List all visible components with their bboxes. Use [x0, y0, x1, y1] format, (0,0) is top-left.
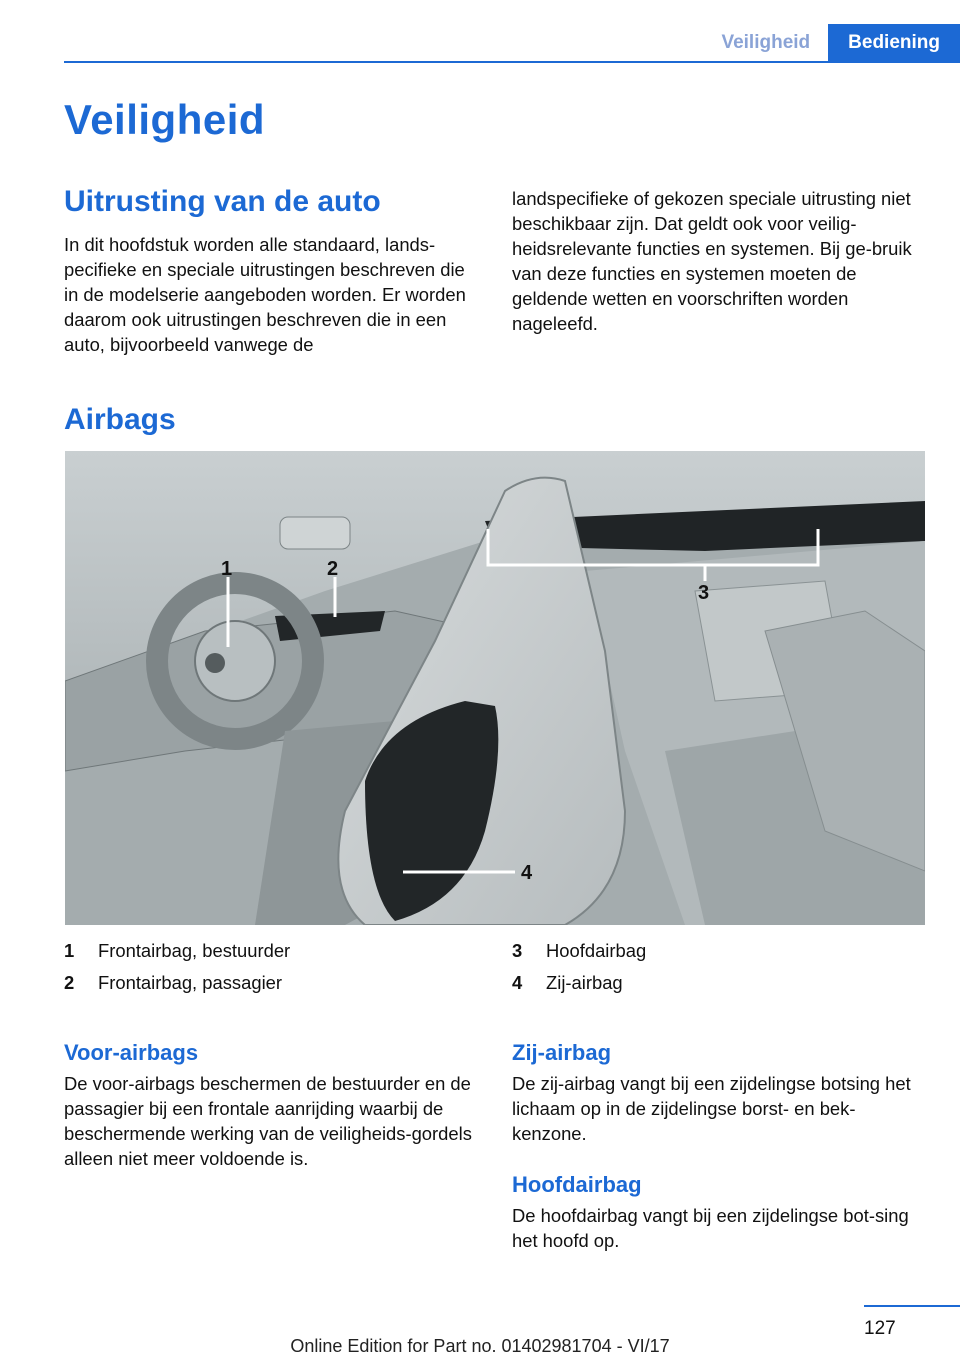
airbag-illustration	[65, 451, 925, 925]
legend-label: Hoofdairbag	[546, 940, 647, 961]
legend-label: Frontairbag, passagier	[98, 972, 283, 993]
tab-veiligheid[interactable]: Veiligheid	[703, 24, 828, 62]
page-number: 127	[864, 1318, 896, 1339]
legend-label: Zij-airbag	[546, 972, 623, 993]
intro-text-col1: In dit hoofdstuk worden alle standaard, lands-pecifieke en speciale uitrustingen beschreven die in de modelserie aangeboden worden. Er worden daarom ook uitrustingen beschreven die in een auto, bijvoorbeeld vanwege de	[64, 234, 466, 355]
tab-bediening[interactable]: Bediening	[828, 24, 960, 62]
legend-number: 1	[64, 940, 75, 961]
legend-label: Frontairbag, bestuurder	[98, 940, 291, 961]
callout-1: 1	[221, 558, 233, 580]
text-hoofdairbag: De hoofdairbag vangt bij een zijdelingse bot-sing het hoofd op.	[512, 1205, 909, 1251]
callout-2: 2	[327, 558, 339, 580]
text-zij-airbag: De zij-airbag vangt bij een zijdelingse botsing het lichaam op in de zijdelingse borst- en bek-kenzone.	[512, 1073, 911, 1144]
header-divider	[64, 61, 960, 63]
footer-divider	[864, 1305, 960, 1307]
edition-line: Online Edition for Part no. 01402981704 - VI/17	[290, 1336, 670, 1356]
heading-hoofdairbag: Hoofdairbag	[512, 1172, 642, 1197]
section-heading-uitrusting: Uitrusting van de auto	[64, 185, 381, 218]
text-voor-airbags: De voor-airbags beschermen de bestuurder en de passagier bij een frontale aanrijding waarbij de beschermende werking van de veiligheids-gordels alleen niet meer voldoende is.	[64, 1073, 472, 1169]
section-heading-airbags: Airbags	[64, 403, 176, 436]
legend-item	[64, 967, 290, 999]
legend-item	[512, 935, 646, 967]
intro-text-col2: landspecifieke of gekozen speciale uitrusting niet beschikbaar zijn. Dat geldt ook voor veilig-heidsrelevante functies en systemen. Bij ge-bruik van deze functies en systemen moeten de geldende wetten en voorschriften worden nageleefd.	[512, 188, 912, 334]
legend-number: 3	[512, 940, 523, 961]
page-title: Veiligheid	[64, 96, 266, 143]
heading-voor-airbags: Voor-airbags	[64, 1040, 199, 1065]
legend-item	[64, 935, 290, 967]
legend-left	[64, 935, 290, 999]
legend-number: 2	[64, 972, 75, 993]
legend-item	[512, 967, 646, 999]
chapter-tabs	[703, 24, 960, 62]
legend-right	[512, 935, 646, 999]
car-interior-drawing	[65, 451, 925, 925]
callout-4: 4	[521, 862, 533, 884]
legend-number: 4	[512, 972, 523, 993]
heading-zij-airbag: Zij-airbag	[512, 1040, 612, 1065]
callout-3: 3	[698, 582, 710, 604]
